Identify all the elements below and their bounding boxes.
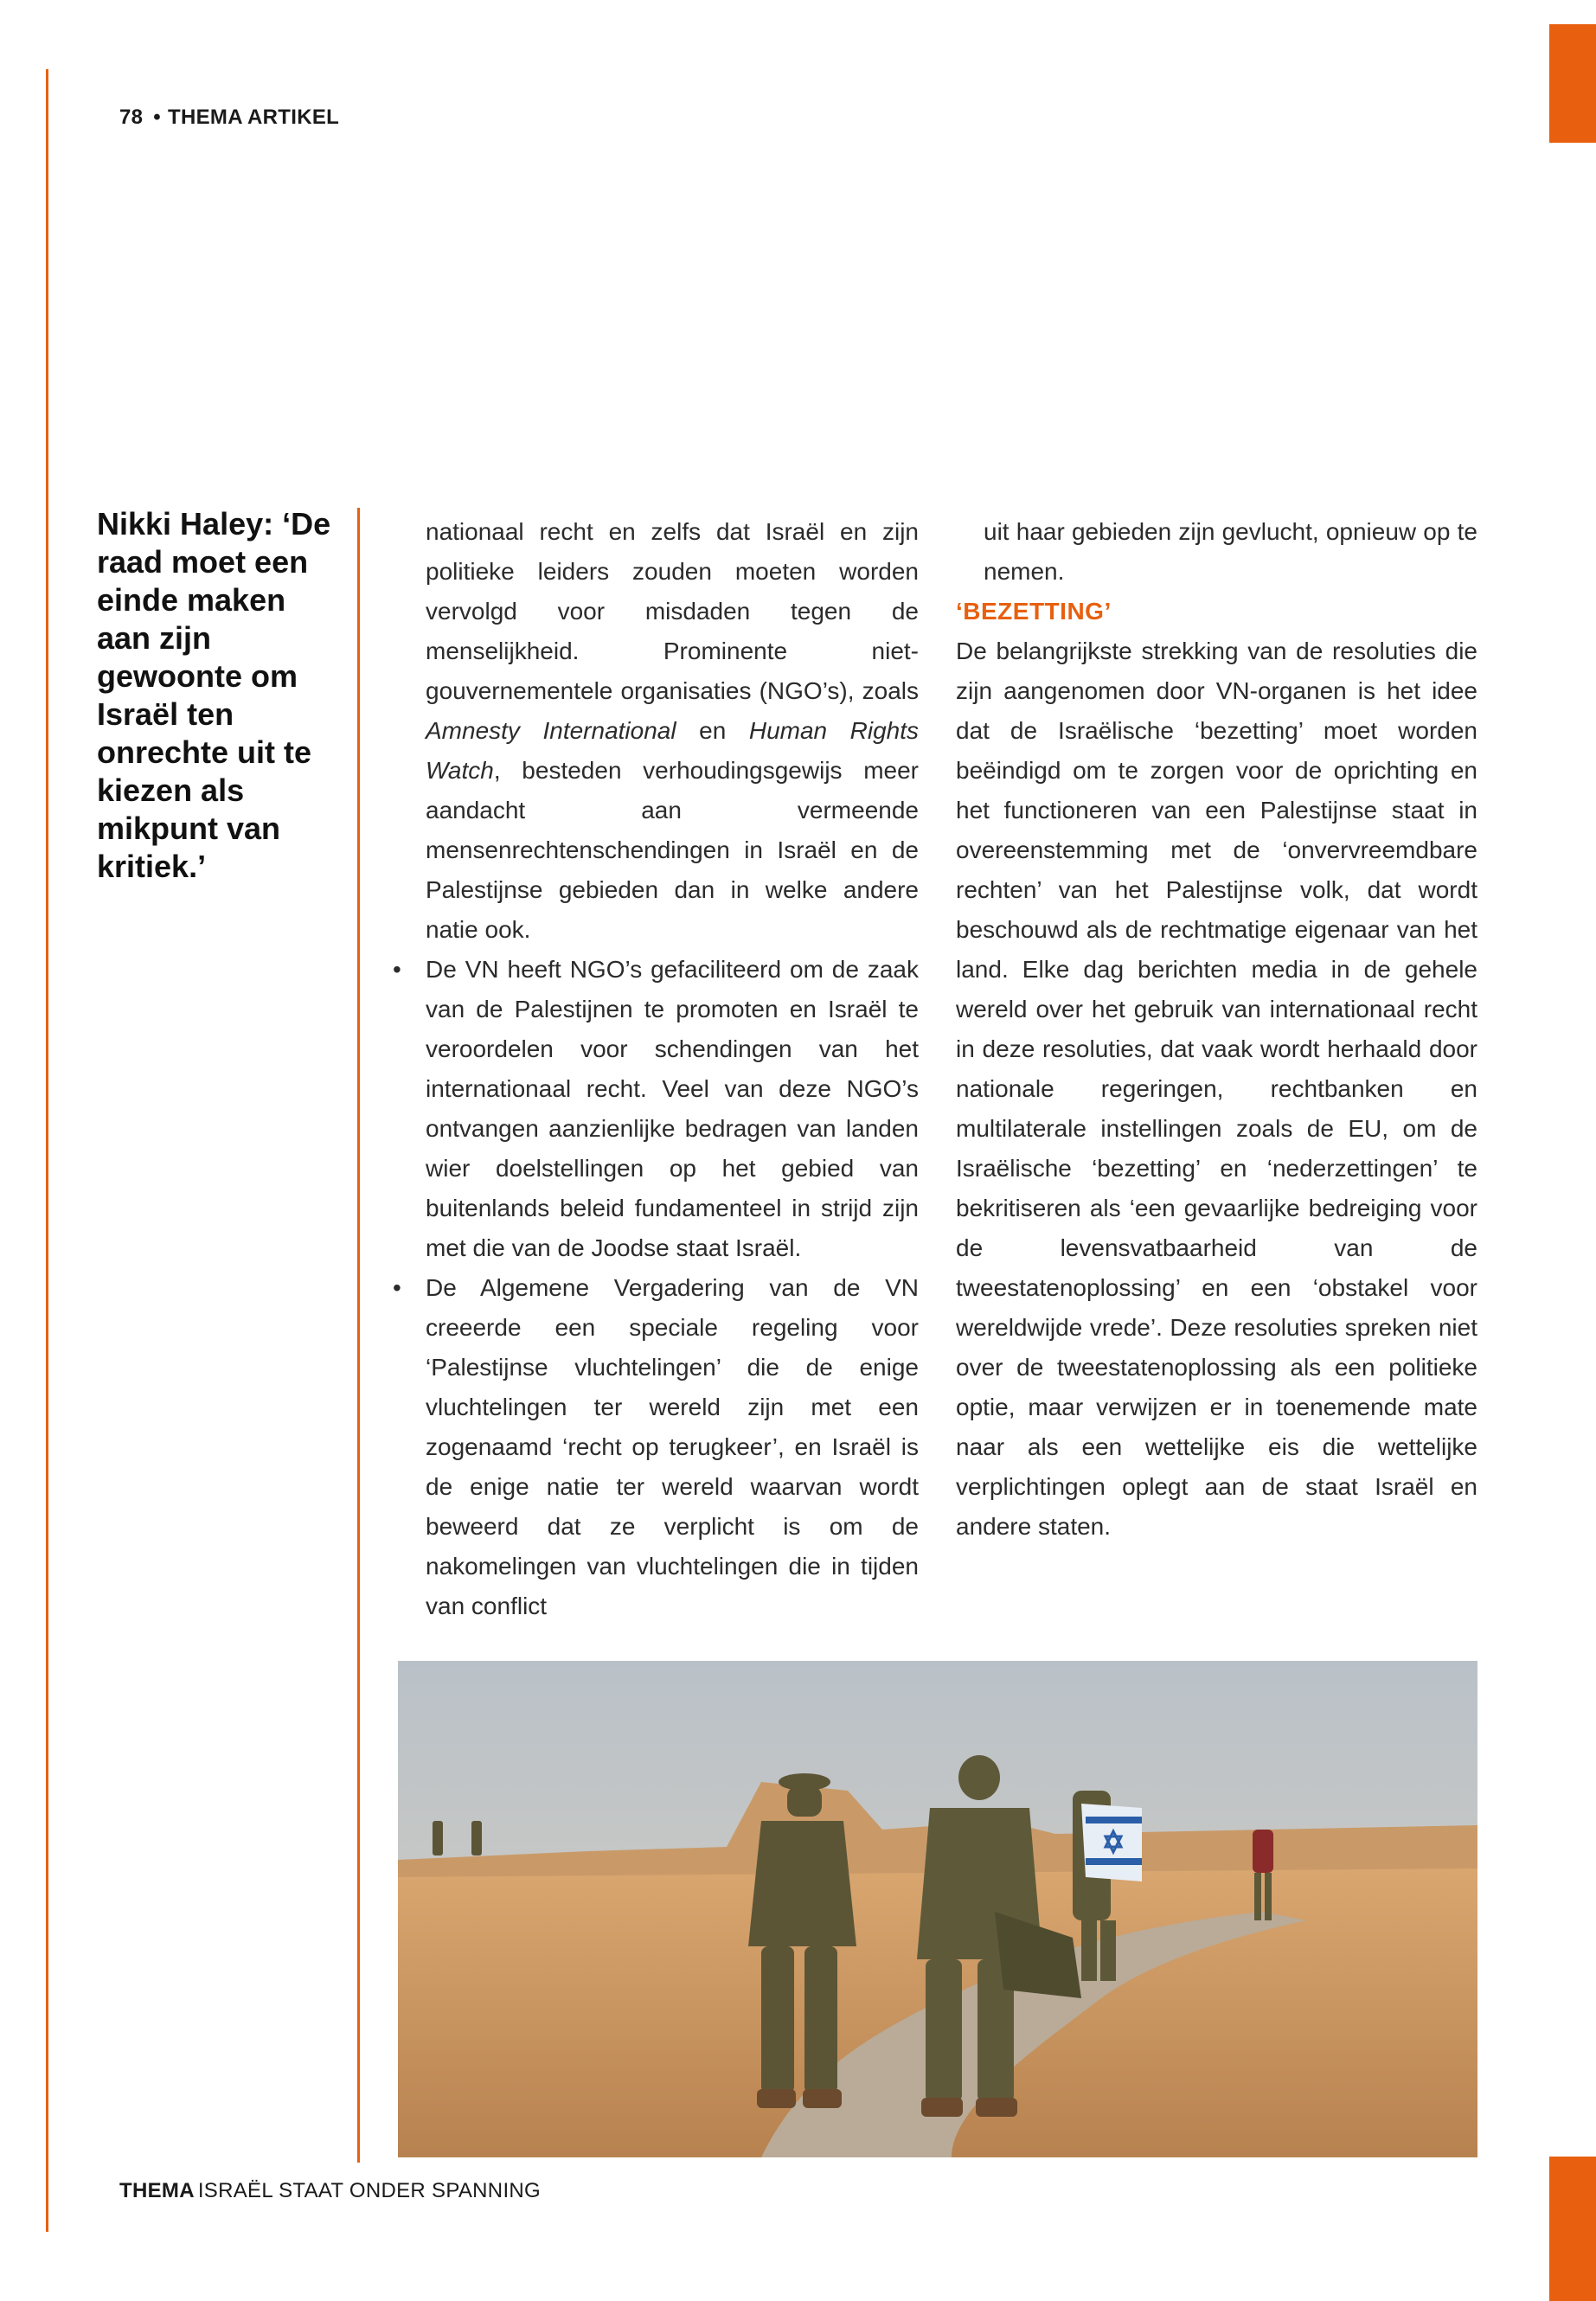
article-photo-soldiers bbox=[398, 1661, 1477, 2157]
running-header bbox=[119, 106, 339, 130]
list-item bbox=[393, 1268, 919, 1626]
photo-illustration bbox=[398, 1661, 1477, 2157]
pullquote: Nikki Haley: ‘De raad moet een einde maken aan zijn gewoonte om Israël ten onrechte uit te kiezen als mikpunt van kritiek.’ bbox=[97, 506, 331, 884]
intro-text-c: , besteden verhoudingsgewijs meer aandacht aan vermeende mensenrechtenschendingen in Israël en de Palestijnse gebieden dan in welke andere natie ook. bbox=[426, 757, 919, 943]
section-subheading: ‘BEZETTING’ bbox=[956, 598, 1112, 625]
bullet-icon: • bbox=[393, 1274, 401, 1301]
footer-brand: THEMA bbox=[119, 2179, 195, 2202]
bullet-icon: • bbox=[393, 956, 401, 983]
bullet-text: De VN heeft NGO’s gefaciliteerd om de zaak van de Palestijnen te promoten en Israël te veroordelen voor schendingen van het internationaal recht. Veel van deze NGO’s ontvangen aanzienlijke bedragen van landen wier doelstellingen op het gebied van buitenlands beleid fundamenteel in strijd zijn met die van de Joodse staat Israël. bbox=[426, 956, 919, 1261]
intro-paragraph bbox=[426, 512, 919, 950]
list-item bbox=[393, 950, 919, 1268]
intro-italic-hrw: Human Rights Watch bbox=[426, 717, 920, 784]
left-margin-rule bbox=[46, 69, 48, 2232]
intro-italic-amnesty: Amnesty International bbox=[426, 717, 676, 744]
bullet-text: De Algemene Vergadering van de VN creeerde een speciale regeling voor ‘Palestijnse vluchtelingen’ die de enige vluchtelingen ter wereld zijn met een zogenaamd ‘recht op terugkeer’, en Israël is de enige natie ter wereld waarvan wordt beweerd dat ze verplicht is om de nakomelingen van vluchtelingen die in tijden van conflict bbox=[426, 1274, 919, 1619]
article-column-2 bbox=[956, 512, 1477, 1547]
section-title: THEMA ARTIKEL bbox=[168, 106, 340, 129]
pullquote-divider-rule bbox=[357, 508, 360, 2163]
orange-edge-tab-top bbox=[1549, 24, 1596, 143]
footer-title: ISRAËL STAAT ONDER SPANNING bbox=[197, 2179, 542, 2202]
orange-edge-tab-bottom bbox=[1549, 2157, 1596, 2301]
continuation-paragraph: uit haar gebieden zijn gevlucht, opnieuw op te nemen. bbox=[984, 518, 1477, 585]
body-paragraph: De belangrijkste strekking van de resoluties die zijn aangenomen door VN-organen is het idee dat de Israëlische ‘bezetting’ moet worden beëindigd om te zorgen voor de oprichting en het functioneren van een Palestijnse staat in overeenstemming met de ‘onvervreemdbare rechten’ van het Palestijnse volk, dat wordt beschouwd als de rechtmatige eigenaar van het land. Elke dag berichten media in de gehele wereld over het gebruik van internationaal recht in deze resoluties, dat vaak wordt herhaald door nationale regeringen, rechtbanken en multilaterale instellingen zoals de EU, om de Israëlische ‘bezetting’ en ‘nederzettingen’ te bekritiseren als ‘een gevaarlijke bedreiging voor de levensvatbaarheid van de tweestatenoplossing’ en een ‘obstakel voor wereldwijde vrede’. Deze resoluties spreken niet over de tweestatenoplossing als een politieke optie, maar verwijzen er in toenemende mate naar als een wettelijke eis die wettelijke verplichtingen oplegt aan de staat Israël en andere staten. bbox=[956, 638, 1477, 1540]
bullet-list bbox=[393, 950, 919, 1626]
article-column-1 bbox=[393, 512, 920, 1626]
page-number: 78 bbox=[119, 106, 144, 129]
running-footer bbox=[119, 2179, 541, 2203]
intro-text-b: en bbox=[676, 717, 749, 744]
intro-text-a: nationaal recht en zelfs dat Israël en zijn politieke leiders zouden moeten worden vervolgd voor misdaden tegen de menselijkheid. Prominente niet-gouvernementele organisaties (NGO’s), zoals bbox=[426, 518, 919, 704]
header-separator: • bbox=[153, 106, 161, 129]
